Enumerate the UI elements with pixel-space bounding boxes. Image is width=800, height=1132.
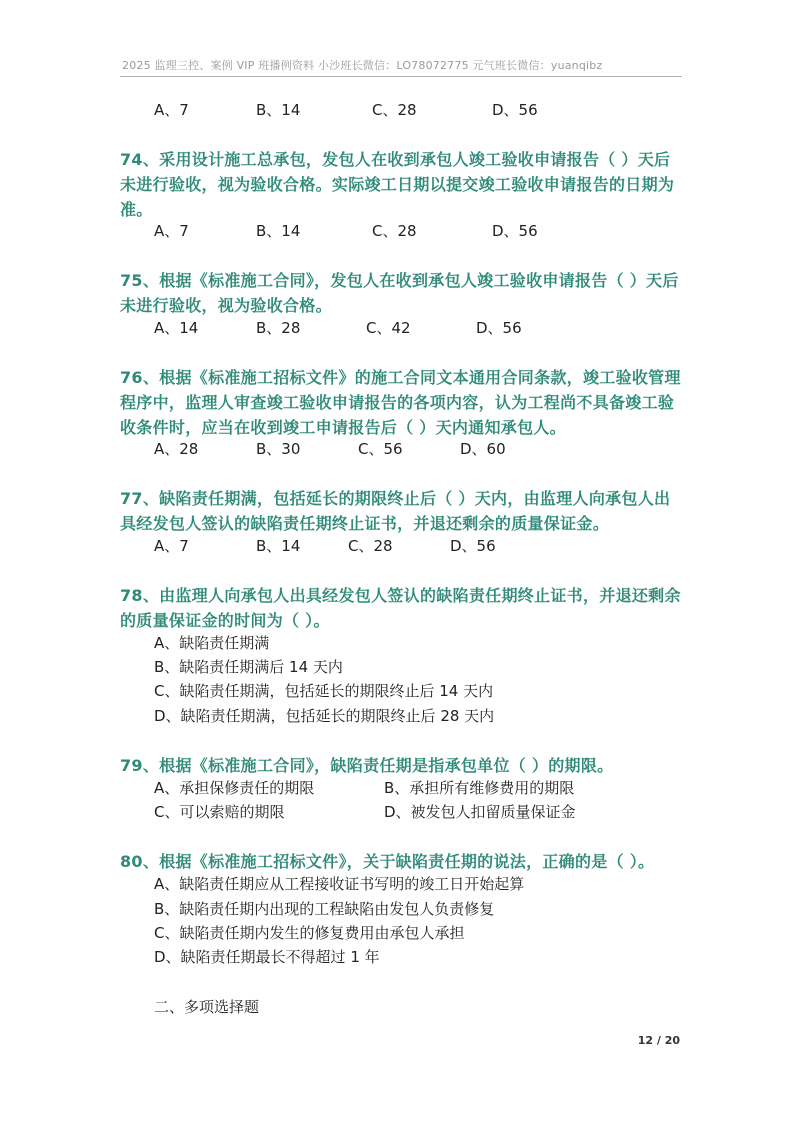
q80-option-b: B、缺陷责任期内出现的工程缺陷由发包人负责修复 <box>154 900 495 918</box>
q78-option-a: A、缺陷责任期满 <box>154 634 270 652</box>
q75-option-d: D、56 <box>476 319 522 337</box>
q76-option-d: D、60 <box>460 440 506 458</box>
q79-option-a: A、承担保修责任的期限 <box>154 779 315 797</box>
q78-stem: 78、由监理人向承包人出具经发包人签认的缺陷责任期终止证书，并退还剩余的质量保证金的时间为（ ）。 <box>120 586 681 630</box>
q74-option-d: D、56 <box>492 222 538 240</box>
q80-option-c: C、缺陷责任期内发生的修复费用由承包人承担 <box>154 924 465 942</box>
q73-option-b: B、14 <box>256 101 301 119</box>
page-number: 12 / 20 <box>637 1034 680 1047</box>
q76-option-c: C、56 <box>358 440 403 458</box>
q77-option-b: B、14 <box>256 537 301 555</box>
q73-option-a: A、7 <box>154 101 189 119</box>
q80-option-a: A、缺陷责任期应从工程接收证书写明的竣工日开始起算 <box>154 875 525 893</box>
q75-stem: 75、根据《标准施工合同》，发包人在收到承包人竣工验收申请报告（ ）天后未进行验收，视为验收合格。 <box>120 271 679 315</box>
q74-stem: 74、采用设计施工总承包，发包人在收到承包人竣工验收申请报告（ ）天后未进行验收，视为验收合格。实际竣工日期以提交竣工验收申请报告的日期为准。 <box>120 150 675 219</box>
q78-option-b: B、缺陷责任期满后 14 天内 <box>154 658 343 676</box>
q73-option-c: C、28 <box>372 101 417 119</box>
q75-option-b: B、28 <box>256 319 301 337</box>
page-header: 2025 监理三控、案例 VIP 班播例资料 小沙班长微信：LO78072775 元气班长微信：yuanqibz <box>122 59 603 72</box>
q76-option-a: A、28 <box>154 440 199 458</box>
q77-stem: 77、缺陷责任期满，包括延长的期限终止后（ ）天内，由监理人向承包人出具经发包人签认的缺陷责任期终止证书，并退还剩余的质量保证金。 <box>120 489 671 533</box>
q80-stem: 80、根据《标准施工招标文件》，关于缺陷责任期的说法，正确的是（ ）。 <box>120 852 655 871</box>
q74-option-a: A、7 <box>154 222 189 240</box>
q77-option-c: C、28 <box>348 537 393 555</box>
q75-option-a: A、14 <box>154 319 199 337</box>
header-divider <box>120 76 682 77</box>
q75-option-c: C、42 <box>366 319 411 337</box>
q76-option-b: B、30 <box>256 440 301 458</box>
q80-option-d: D、缺陷责任期最长不得超过 1 年 <box>154 948 380 966</box>
q74-option-c: C、28 <box>372 222 417 240</box>
q79-option-c: C、可以索赔的期限 <box>154 803 285 821</box>
q73-option-d: D、56 <box>492 101 538 119</box>
q74-option-b: B、14 <box>256 222 301 240</box>
q76-stem: 76、根据《标准施工招标文件》的施工合同文本通用合同条款，竣工验收管理程序中，监理人审查竣工验收申请报告的各项内容，认为工程尚不具备竣工验收条件时，应当在收到竣工申请报告后（ ）天内通知承包人。 <box>120 368 681 437</box>
q79-stem: 79、根据《标准施工合同》，缺陷责任期是指承包单位（ ）的期限。 <box>120 756 614 775</box>
q78-option-c: C、缺陷责任期满，包括延长的期限终止后 14 天内 <box>154 682 494 700</box>
q77-option-a: A、7 <box>154 537 189 555</box>
q79-option-d: D、被发包人扣留质量保证金 <box>384 803 576 821</box>
q77-option-d: D、56 <box>450 537 496 555</box>
q79-option-b: B、承担所有维修费用的期限 <box>384 779 575 797</box>
section-title: 二、多项选择题 <box>154 998 260 1016</box>
q78-option-d: D、缺陷责任期满，包括延长的期限终止后 28 天内 <box>154 707 495 725</box>
